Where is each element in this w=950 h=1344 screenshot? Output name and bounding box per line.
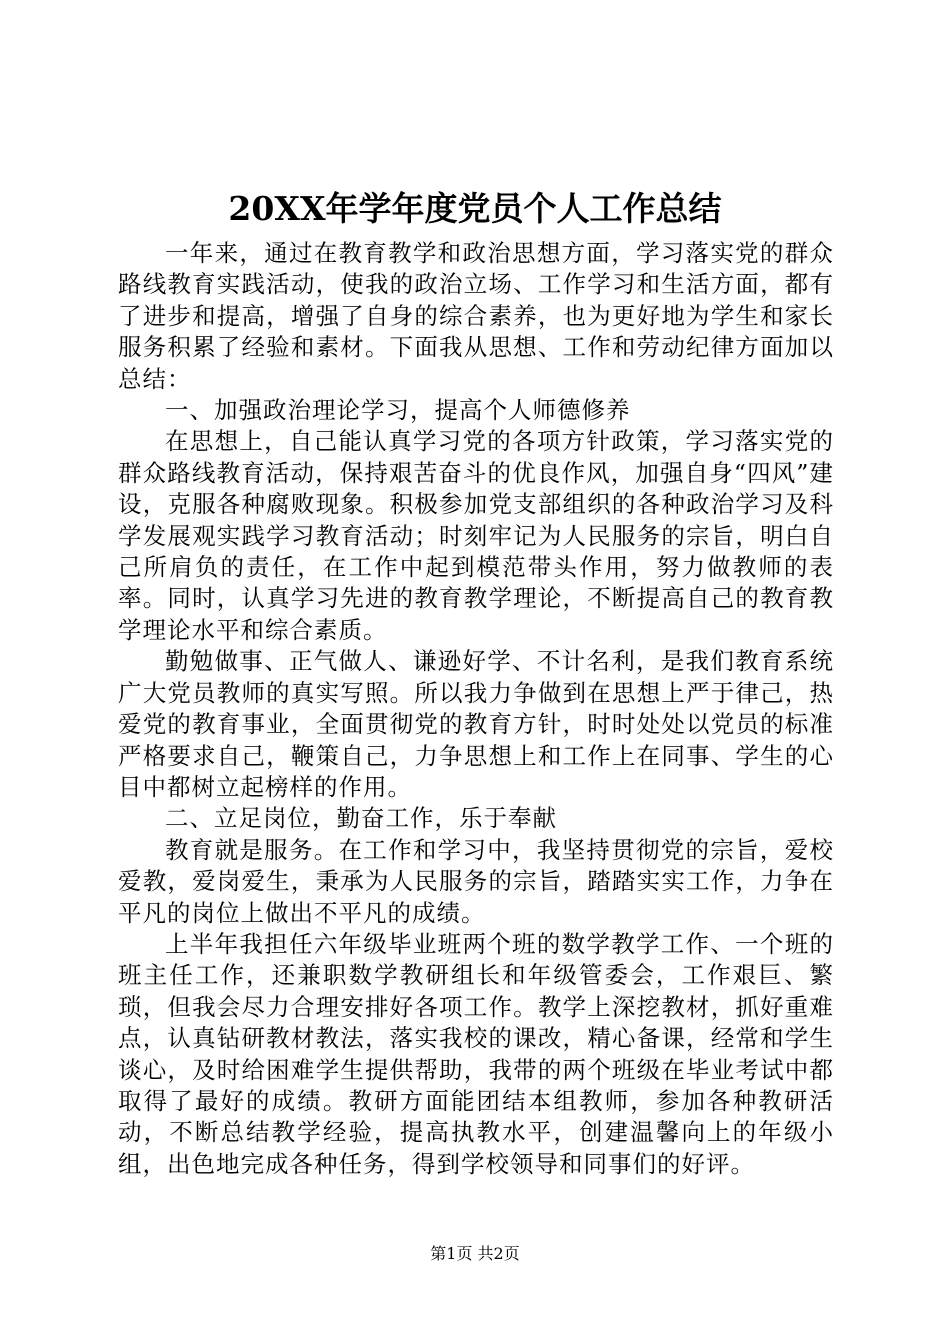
paragraph-thought: 在思想上，自己能认真学习党的各项方针政策，学习落实党的群众路线教育活动，保持艰苦奋斗的优良作风，加强自身“四风”建设，克服各种腐败现象。积极参加党支部组织的各种政治学习及科学发展观实践学习教育活动；时刻牢记为人民服务的宗旨，明白自己所肩负的责任，在工作中起到模范带头作用，努力做教师的表率。同时，认真学习先进的教育教学理论，不断提高自己的教育教学理论水平和综合素质。: [118, 427, 834, 644]
paragraph-service: 教育就是服务。在工作和学习中，我坚持贯彻党的宗旨，爱校爱教，爱岗爱生，秉承为人民服务的宗旨，踏踏实实工作，力争在平凡的岗位上做出不平凡的成绩。: [118, 835, 834, 927]
document-body: [118, 238, 834, 1180]
document-title: 20XX年学年度党员个人工作总结: [228, 189, 722, 228]
section-heading-1: 一、加强政治理论学习，提高个人师德修养: [165, 396, 631, 425]
paragraph-intro: 一年来，通过在教育教学和政治思想方面，学习落实党的群众路线教育实践活动，使我的政治立场、工作学习和生活方面，都有了进步和提高，增强了自身的综合素养，也为更好地为学生和家长服务积累了经验和素材。下面我从思想、工作和劳动纪律方面加以总结：: [118, 239, 834, 393]
section-heading-2: 二、立足岗位，勤奋工作，乐于奉献: [165, 804, 557, 833]
page-footer: 第1页 共2页: [430, 1244, 520, 1263]
paragraph-work-details: 上半年我担任六年级毕业班两个班的数学教学工作、一个班的班主任工作，还兼职数学教研组长和年级管委会，工作艰巨、繁琐，但我会尽力合理安排好各项工作。教学上深挖教材，抓好重难点，认真钻研教材教法，落实我校的课改，精心备课，经常和学生谈心，及时给困难学生提供帮助，我带的两个班级在毕业考试中都取得了最好的成绩。教研方面能团结本组教师，参加各种教研活动，不断总结教学经验，提高执教水平，创建温馨向上的年级小组，出色地完成各种任务，得到学校领导和同事们的好评。: [118, 929, 834, 1178]
paragraph-self-discipline: 勤勉做事、正气做人、谦逊好学、不计名利，是我们教育系统广大党员教师的真实写照。所以我力争做到在思想上严于律己，热爱党的教育事业，全面贯彻党的教育方针，时时处处以党员的标准严格要求自己，鞭策自己，力争思想上和工作上在同事、学生的心目中都树立起榜样的作用。: [118, 647, 834, 801]
